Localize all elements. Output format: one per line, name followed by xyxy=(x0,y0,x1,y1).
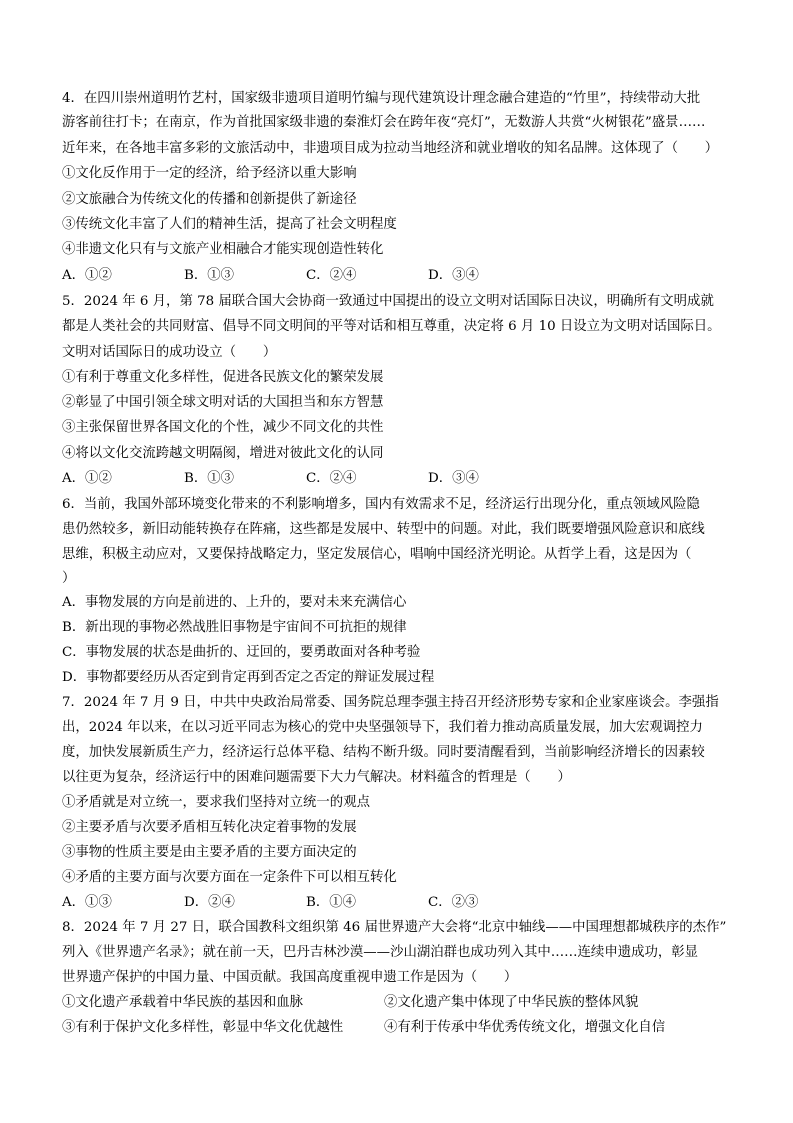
question-stem-line: 4．在四川崇州道明竹艺村，国家级非遗项目道明竹编与现代建筑设计理念融合建造的“竹里”，持续带动大批 xyxy=(62,91,701,106)
question-stem-line: 思维，积极主动应对，又要保持战略定力，坚定发展信心，唱响中国经济光明论。从哲学上看，这是因为（ xyxy=(62,547,692,562)
question-stem-line: 8．2024 年 7 月 27 日，联合国教科文组织第 46 届世界遗产大会将“北京中轴线——中国理想都城秩序的杰作” xyxy=(62,920,727,935)
choice-statement: ①矛盾就是对立统一，要求我们坚持对立统一的观点 xyxy=(62,795,370,810)
choice-statement: ④将以文化交流跨越文明隔阂，增进对彼此文化的认同 xyxy=(62,446,384,461)
choice-statement: ④有利于传承中华优秀传统文化，增强文化自信 xyxy=(384,1020,666,1035)
option-d: D．③④ xyxy=(428,268,479,283)
choice-statement: ③主张保留世界各国文化的个性，减少不同文化的共性 xyxy=(62,420,384,435)
question-stem-line: 列入《世界遗产名录》；就在前一天，巴丹吉林沙漠——沙山湖泊群也成功列入其中……连续申遗成功，彰显 xyxy=(62,945,699,960)
choice-statement: ①有利于尊重文化多样性，促进各民族文化的繁荣发展 xyxy=(62,370,384,385)
option-a: A．①③ xyxy=(62,895,112,910)
question-stem-line: 以往更为复杂，经济运行中的困难问题需要下大力气解决。材料蕴含的哲理是（ ） xyxy=(62,770,571,785)
choice-statement: ②文旅融合为传统文化的传播和创新提供了新途径 xyxy=(62,192,357,207)
option-c: C．事物发展的状态是曲折的、迂回的，要勇敢面对各种考验 xyxy=(62,645,421,660)
question-stem-line: 患仍然较多，新旧动能转换存在阵痛，这些都是发展中、转型中的问题。对此，我们既要增强风险意识和底线 xyxy=(62,522,705,537)
answer-options xyxy=(62,265,479,287)
question-stem-line: 出，2024 年以来，在以习近平同志为核心的党中央坚强领导下，我们着力推动高质量发展，加大宏观调控力 xyxy=(62,720,703,735)
question-stem-line: 游客前往打卡；在南京，作为首批国家级非遗的秦淮灯会在跨年夜“亮灯”，无数游人共赏“火树银花”盛景…… xyxy=(62,115,706,130)
option-d: D．③④ xyxy=(428,471,479,486)
question-stem-line: 6．当前，我国外部环境变化带来的不利影响增多，国内有效需求不足，经济运行出现分化，重点领域风险隐 xyxy=(62,497,700,512)
question-stem-line: 文明对话国际日的成功设立（ ） xyxy=(62,345,277,360)
question-stem-line: 近年来，在各地丰富多彩的文旅活动中，非遗项目成为拉动当地经济和就业增收的知名品牌。这体现了（ ） xyxy=(62,141,719,156)
option-d: D．②④ xyxy=(184,895,235,910)
option-c: C．②④ xyxy=(306,471,357,486)
answer-options xyxy=(62,468,479,490)
question-stem-line: 都是人类社会的共同财富、倡导不同文明间的平等对话和相互尊重，决定将 6 月 10 日设立为文明对话国际日。 xyxy=(62,319,721,334)
question-stem-line: 世界遗产保护的中国力量、中国贡献。我国高度重视申遗工作是因为（ ） xyxy=(62,970,518,985)
choice-statement: ②主要矛盾与次要矛盾相互转化决定着事物的发展 xyxy=(62,820,357,835)
question-stem-line: 度，加快发展新质生产力，经济运行总体平稳、结构不断升级。同时要清醒看到，当前影响经济增长的因素较 xyxy=(62,745,705,760)
option-b: B．新出现的事物必然战胜旧事物是宇宙间不可抗拒的规律 xyxy=(62,620,407,635)
option-a: A．①② xyxy=(62,471,112,486)
option-b: B．①③ xyxy=(184,471,235,486)
choice-statement: ④矛盾的主要方面与次要方面在一定条件下可以相互转化 xyxy=(62,870,397,885)
option-a: A．①② xyxy=(62,268,112,283)
choice-statement: ①文化遗产承载着中华民族的基因和血脉 xyxy=(62,995,304,1010)
question-stem-line: ） xyxy=(62,571,76,586)
question-stem-line: 5．2024 年 6 月，第 78 届联合国大会协商一致通过中国提出的设立文明对话国际日决议，明确所有文明成就 xyxy=(62,294,714,309)
option-b: B．①④ xyxy=(306,895,357,910)
choice-statement: ②彰显了中国引领全球文明对话的大国担当和东方智慧 xyxy=(62,395,384,410)
option-c: C．②③ xyxy=(428,895,479,910)
option-c: C．②④ xyxy=(306,268,357,283)
choice-statement: ①文化反作用于一定的经济，给予经济以重大影响 xyxy=(62,166,357,181)
option-b: B．①③ xyxy=(184,268,235,283)
choice-statement: ③传统文化丰富了人们的精神生活，提高了社会文明程度 xyxy=(62,217,397,232)
question-stem-line: 7．2024 年 7 月 9 日，中共中央政治局常委、国务院总理李强主持召开经济形势专家和企业家座谈会。李强指 xyxy=(62,695,719,710)
answer-options xyxy=(62,892,478,914)
choice-statement: ②文化遗产集中体现了中华民族的整体风貌 xyxy=(384,995,639,1010)
option-a: A．事物发展的方向是前进的、上升的，要对未来充满信心 xyxy=(62,595,407,610)
choice-statement: ③事物的性质主要是由主要矛盾的主要方面决定的 xyxy=(62,845,357,860)
option-d: D．事物都要经历从否定到肯定再到否定之否定的辩证发展过程 xyxy=(62,670,435,685)
choice-statement: ④非遗文化只有与文旅产业相融合才能实现创造性转化 xyxy=(62,242,384,257)
choice-statement: ③有利于保护文化多样性，彰显中华文化优越性 xyxy=(62,1020,344,1035)
